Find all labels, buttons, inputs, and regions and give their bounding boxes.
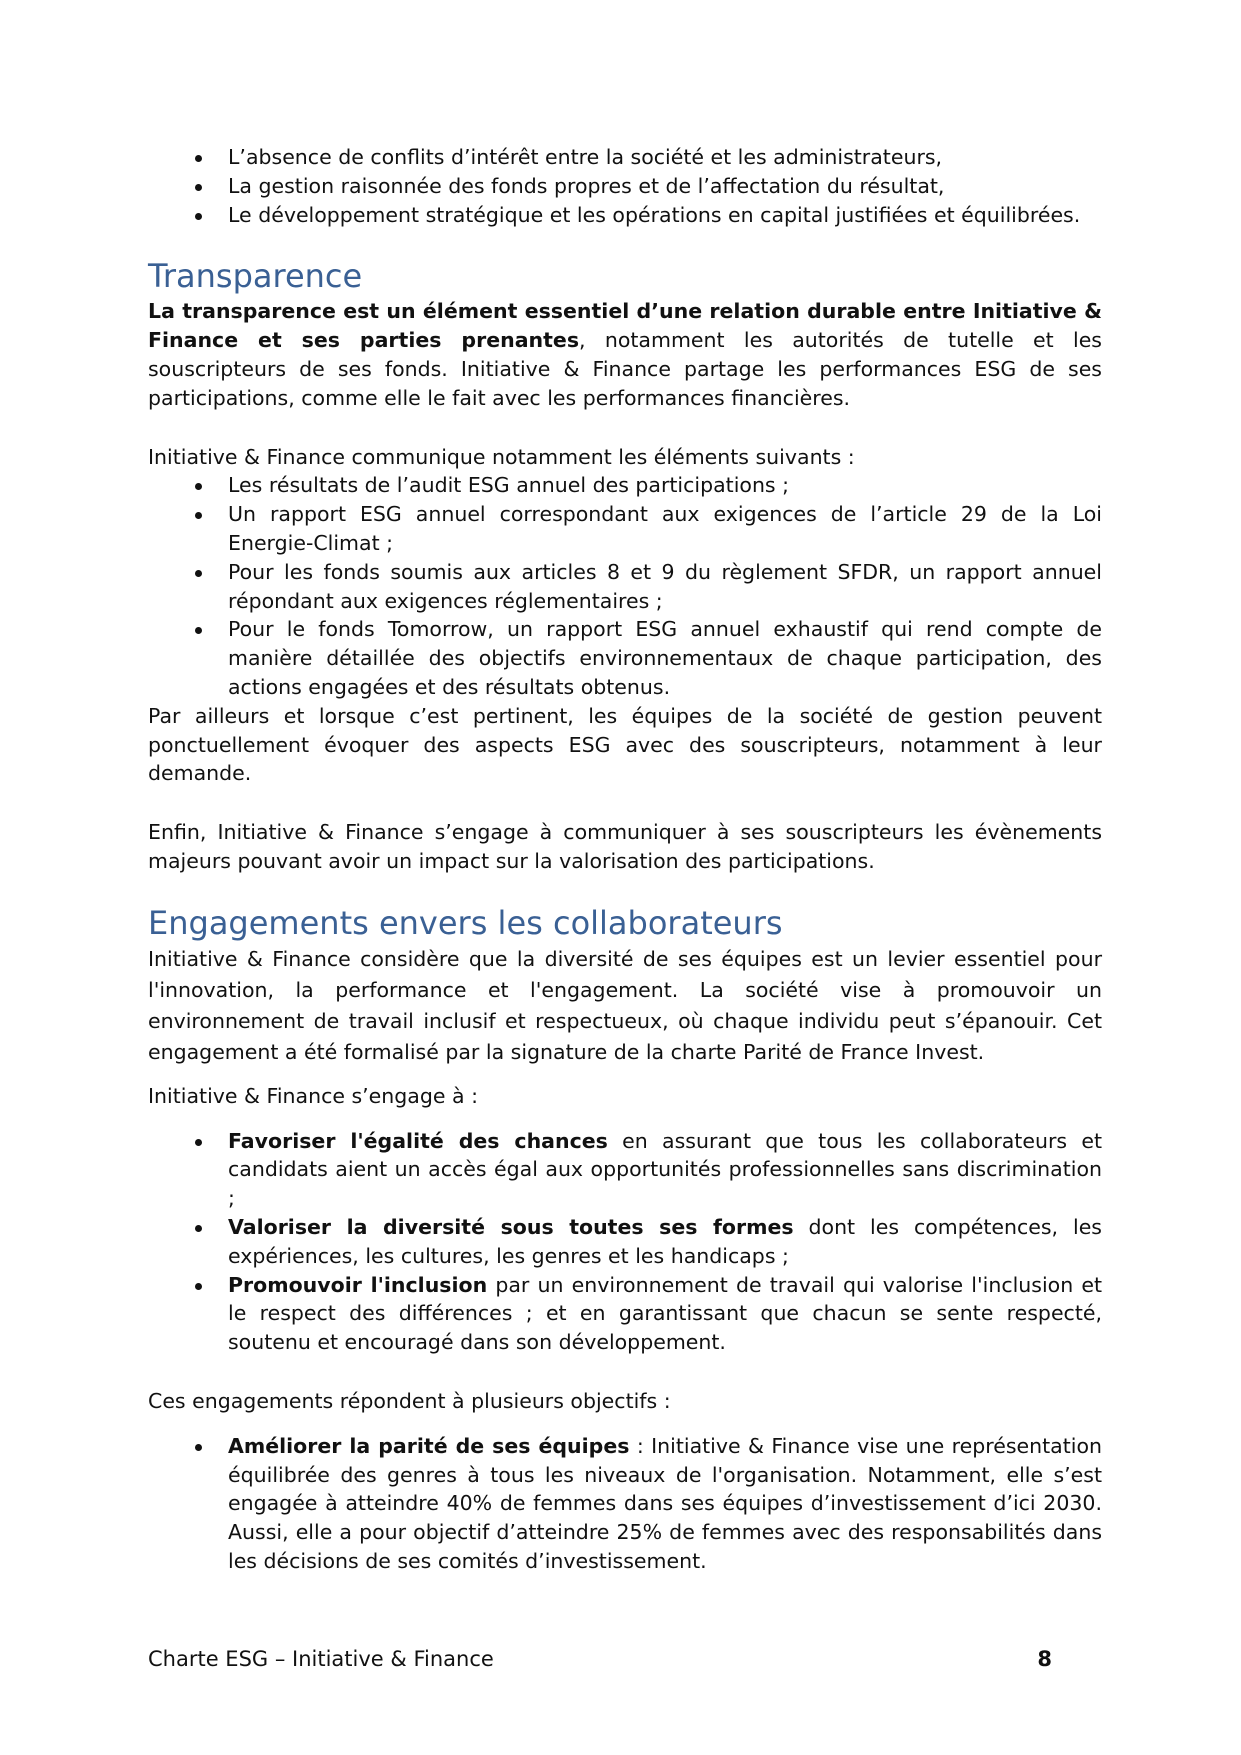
list-item-bold: Valoriser la diversité sous toutes ses formes (228, 1214, 794, 1239)
transparence-enfin: Enfin, Initiative & Finance s’engage à communiquer à ses souscripteurs les évènements majeurs pouvant avoir un impact sur la valorisation des participations. (148, 820, 1102, 873)
transparence-intro-rest: , notamment les autorités de tutelle et les souscripteurs de ses fonds. Initiative & Finance partage les performances ESG de ses participations, comme elle le fait avec les performances financières. (148, 328, 1102, 410)
footer-title: Charte ESG – Initiative & Finance (148, 1647, 494, 1671)
objectifs-bullet-list (148, 1432, 1102, 1576)
list-item-bold: Favoriser l'égalité des chances (228, 1128, 608, 1153)
list-item (228, 1432, 1102, 1576)
transparence-par-ailleurs: Par ailleurs et lorsque c’est pertinent, les équipes de la société de gestion peuvent ponctuellement évoquer des aspects ESG avec des souscripteurs, notamment à leur demande. (148, 703, 1102, 786)
collaborateurs-objectifs: Ces engagements répondent à plusieurs objectifs : (148, 1388, 671, 1413)
list-item: La gestion raisonnée des fonds propres et de l’affectation du résultat, (228, 172, 1102, 201)
list-item-text: par un environnement de travail qui valorise l'inclusion et le respect des différences ; et en garantissant que chacun se sente respecté, soutenu et encouragé dans son développement. (228, 1272, 1102, 1355)
list-item (228, 1213, 1102, 1271)
list-item (228, 1127, 1102, 1213)
list-item: Pour le fonds Tomorrow, un rapport ESG annuel exhaustif qui rend compte de manière détaillée des objectifs environnementaux de chaque participation, des actions engagées et des résultats obtenus. (228, 615, 1102, 701)
list-item: L’absence de conflits d’intérêt entre la société et les administrateurs, (228, 143, 1102, 172)
list-item-bold: Améliorer la parité de ses équipes (228, 1433, 630, 1458)
transparence-bullet-list (148, 471, 1102, 701)
list-item-text: dont les compétences, les expériences, les cultures, les genres et les handicaps ; (228, 1214, 1102, 1268)
governance-bullet-list (148, 143, 1102, 229)
page-number: 8 (1037, 1647, 1052, 1671)
list-item: Un rapport ESG annuel correspondant aux exigences de l’article 29 de la Loi Energie-Climat ; (228, 500, 1102, 558)
list-item: Le développement stratégique et les opérations en capital justifiées et équilibrées. (228, 201, 1102, 230)
collaborateurs-bullet-list (148, 1127, 1102, 1357)
list-item-bold: Promouvoir l'inclusion (228, 1272, 488, 1297)
transparence-intro (148, 297, 1102, 412)
transparence-intro-bold: La transparence est un élément essentiel d’une relation durable entre Initiative & Finance et ses parties prenantes (148, 299, 1102, 353)
list-item: Pour les fonds soumis aux articles 8 et 9 du règlement SFDR, un rapport annuel répondant aux exigences réglementaires ; (228, 558, 1102, 616)
section-heading-transparence: Transparence (148, 257, 363, 296)
list-item-text: : Initiative & Finance vise une représentation équilibrée des genres à tous les niveaux de l'organisation. Notamment, elle s’est engagée à atteindre 40% de femmes dans ses équipes d’investissement d’ici 2030. Aussi, elle a pour objectif d’atteindre 25% de femmes avec des responsabilités dans les décisions de ses comités d’investissement. (228, 1433, 1102, 1573)
collaborateurs-intro: Initiative & Finance considère que la diversité de ses équipes est un levier essentiel pour l'innovation, la performance et l'engagement. La société vise à promouvoir un environnement de travail inclusif et respectueux, où chaque individu peut s’épanouir. Cet engagement a été formalisé par la signature de la charte Parité de France Invest. (148, 946, 1102, 1064)
section-heading-collaborateurs: Engagements envers les collaborateurs (148, 903, 783, 942)
list-item (228, 1271, 1102, 1357)
list-item: Les résultats de l’audit ESG annuel des participations ; (228, 471, 1102, 500)
page-body (148, 143, 1102, 1576)
transparence-communique: Initiative & Finance communique notamment les éléments suivants : (148, 444, 855, 469)
list-item-text: en assurant que tous les collaborateurs et candidats aient un accès égal aux opportunités professionnelles sans discrimination ; (228, 1128, 1103, 1211)
collaborateurs-sengage: Initiative & Finance s’engage à : (148, 1083, 478, 1108)
